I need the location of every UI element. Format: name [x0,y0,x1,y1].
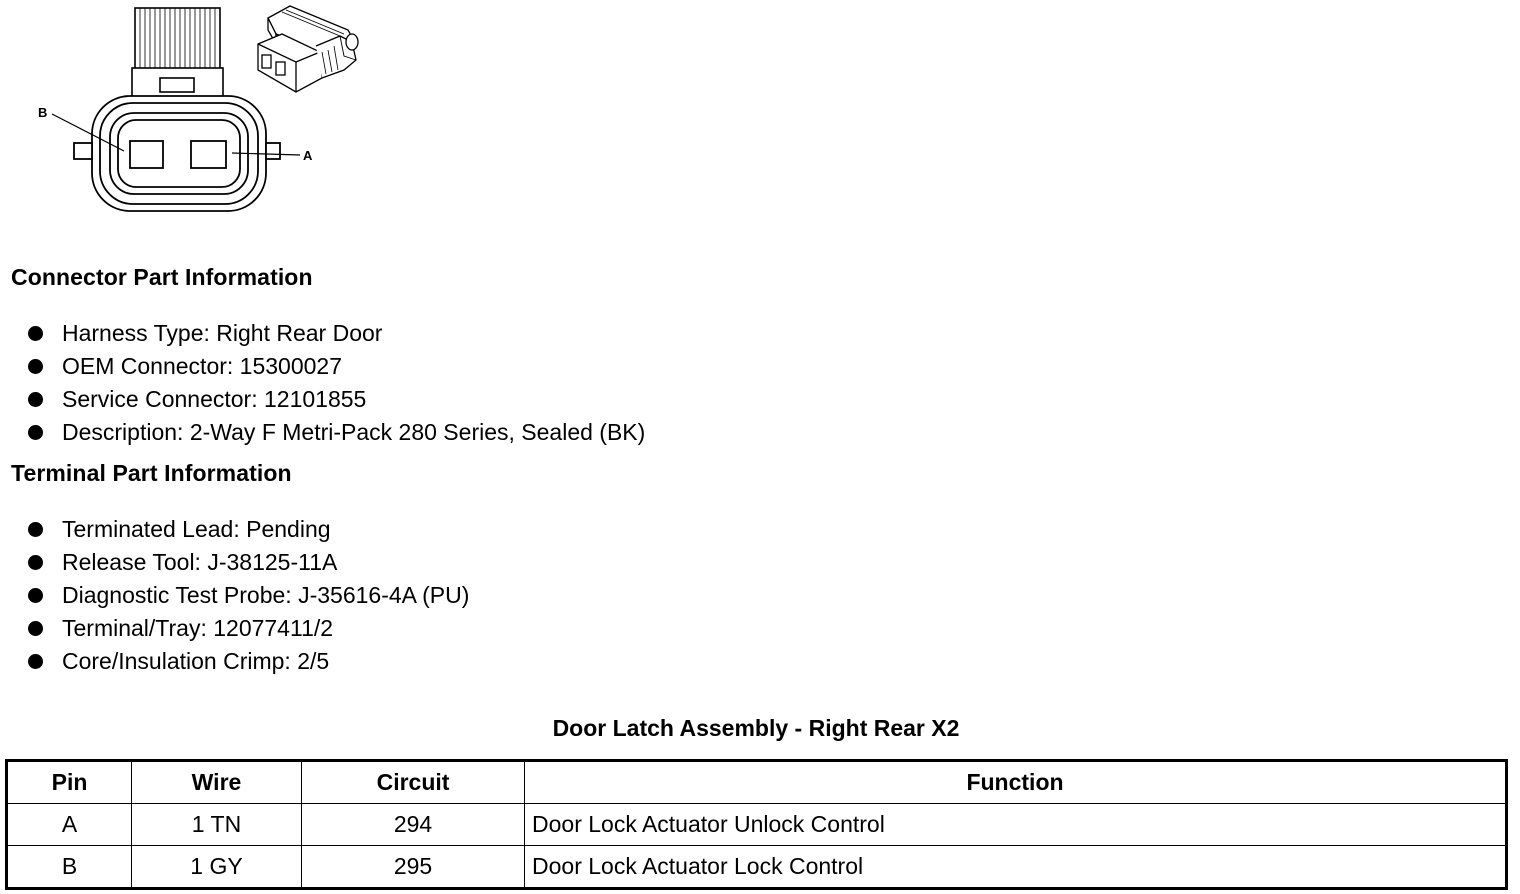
terminal-info-list [28,513,469,678]
list-item: Diagnostic Test Probe: J-35616-4A (PU) [28,579,469,612]
bullet-icon [28,522,43,537]
connector-latch [132,8,223,98]
list-item: Service Connector: 12101855 [28,383,645,416]
pin-b-label: B [38,105,48,120]
connector-drawing [0,0,380,225]
connector-section-title: Connector Part Information [11,264,313,290]
terminal-section-title: Terminal Part Information [11,460,292,486]
wire-cell: 1 GY [132,846,302,889]
connector-iso-view [258,6,358,92]
circuit-cell: 294 [302,804,525,846]
pin-table [5,759,1508,890]
table-row [7,804,1507,846]
table-title: Door Latch Assembly - Right Rear X2 [552,715,960,741]
list-item: Core/Insulation Crimp: 2/5 [28,645,469,678]
column-header-pin: Pin [7,761,132,804]
column-header-circuit: Circuit [302,761,525,804]
circuit-cell: 295 [302,846,525,889]
list-item: Terminal/Tray: 12077411/2 [28,612,469,645]
pin-cell: A [7,804,132,846]
column-header-function: Function [525,761,1507,804]
table-header-row [7,761,1507,804]
bullet-icon [28,392,43,407]
cavity-a [191,141,226,168]
bullet-icon [28,588,43,603]
connector-info-list [28,317,645,449]
bullet-icon [28,555,43,570]
wire-cell: 1 TN [132,804,302,846]
table-row [7,846,1507,889]
function-cell: Door Lock Actuator Unlock Control [525,804,1507,846]
list-item: Terminated Lead: Pending [28,513,469,546]
function-cell: Door Lock Actuator Lock Control [525,846,1507,889]
list-item: Description: 2-Way F Metri-Pack 280 Series, Sealed (BK) [28,416,645,449]
pin-a-label: A [303,148,313,163]
column-header-wire: Wire [132,761,302,804]
bullet-icon [28,326,43,341]
bullet-icon [28,654,43,669]
bullet-icon [28,621,43,636]
bullet-icon [28,425,43,440]
pin-cell: B [7,846,132,889]
bullet-icon [28,359,43,374]
list-item: Harness Type: Right Rear Door [28,317,645,350]
list-item: Release Tool: J-38125-11A [28,546,469,579]
list-item: OEM Connector: 15300027 [28,350,645,383]
cavity-b [130,141,163,168]
